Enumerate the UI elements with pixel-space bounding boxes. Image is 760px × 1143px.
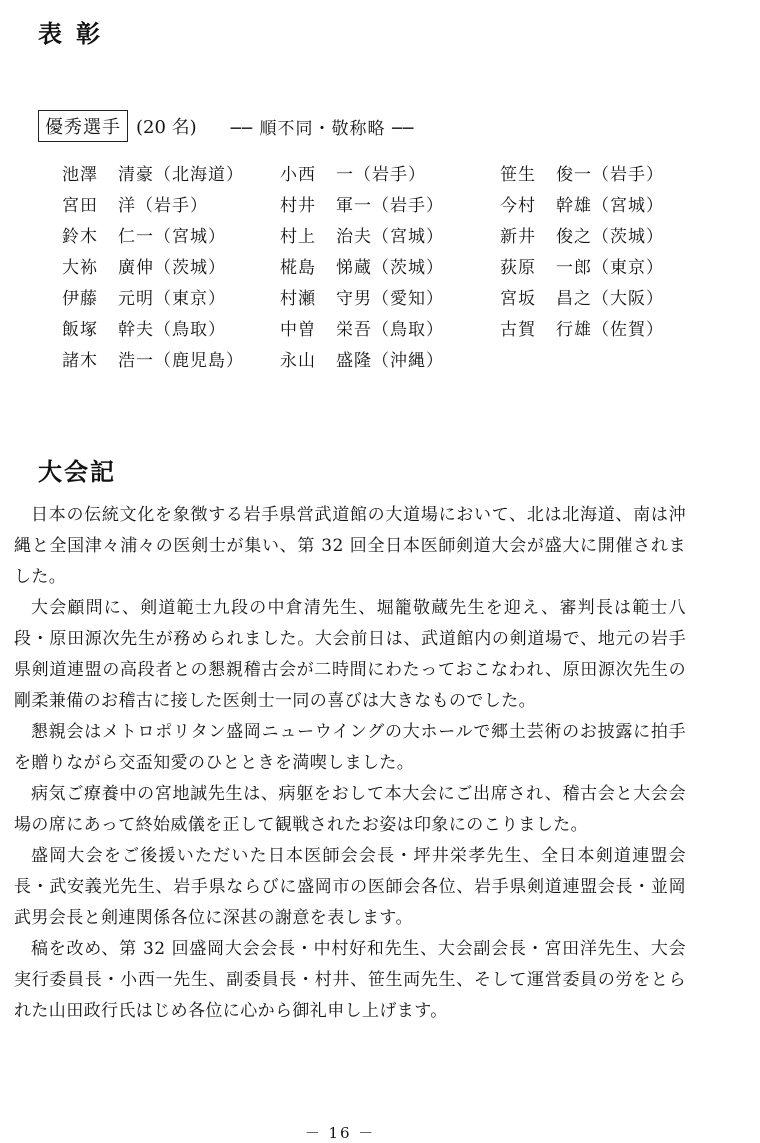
player-entry (500, 315, 700, 346)
player-given-name: 廣伸（茨城） (118, 258, 226, 278)
player-surname: 伊藤 (62, 289, 98, 309)
player-surname: 大袮 (62, 258, 98, 278)
player-surname: 小西 (280, 165, 316, 185)
player-given-name: 仁一（宮城） (118, 227, 226, 247)
player-surname: 中曽 (280, 320, 316, 340)
player-entry (62, 346, 280, 377)
player-surname: 村瀬 (280, 289, 316, 309)
player-entry (280, 346, 500, 377)
award-category-label: 優秀選手 (38, 110, 128, 142)
report-paragraph: 日本の伝統文化を象徴する岩手県営武道館の大道場において、北は北海道、南は沖縄と全国津々浦々の医剣士が集い、第 32 回全日本医師剣道大会が盛大に開催されました。 (14, 505, 686, 587)
player-given-name: 一（岩手） (336, 165, 426, 185)
report-paragraph: 稿を改め、第 32 回盛岡大会会長・中村好和先生、大会副会長・宮田洋先生、大会実行委員長・小西一先生、副委員長・村井、笹生両先生、そして運営委員の労をとられた山田政行氏はじめ各位に心から御礼申し上げます。 (14, 939, 686, 1021)
player-entry (62, 160, 280, 191)
player-surname: 宮田 (62, 196, 98, 216)
report-paragraph: 病気ご療養中の宮地誠先生は、病躯をおして本大会にご出席され、稽古会と大会会場の席にあって終始威儀を正して観戦されたお姿は印象にのこりました。 (14, 784, 686, 835)
report-body (14, 500, 686, 1027)
player-entry (280, 160, 500, 191)
player-given-name: 治夫（宮城） (336, 227, 444, 247)
player-given-name: 幹雄（宮城） (556, 196, 664, 216)
player-entry (280, 191, 500, 222)
player-surname: 今村 (500, 196, 536, 216)
player-surname: 村上 (280, 227, 316, 247)
player-surname: 池澤 (62, 165, 98, 185)
player-entry (62, 315, 280, 346)
player-surname: 村井 (280, 196, 316, 216)
player-surname: 飯塚 (62, 320, 98, 340)
player-entry (500, 253, 700, 284)
player-given-name: 栄吾（鳥取） (336, 320, 444, 340)
award-note: ── 順不同・敬称略 ── (230, 118, 415, 139)
player-entry (500, 284, 700, 315)
player-entry (62, 191, 280, 222)
player-surname: 宮坂 (500, 289, 536, 309)
player-entry (500, 191, 700, 222)
player-given-name: 幹夫（鳥取） (118, 320, 226, 340)
player-surname: 古賀 (500, 320, 536, 340)
player-surname: 永山 (280, 351, 316, 371)
player-entry (280, 284, 500, 315)
player-surname: 笹生 (500, 165, 536, 185)
player-list (62, 160, 702, 377)
player-given-name: 俊一（岩手） (556, 165, 664, 185)
report-paragraph: 盛岡大会をご後援いただいた日本医師会会長・坪井栄孝先生、全日本剣道連盟会長・武安義光先生、岩手県ならびに盛岡市の医師会各位、岩手県剣道連盟会長・並岡武男会長と剣連関係各位に深甚の謝意を表します。 (14, 846, 686, 928)
player-entry (62, 253, 280, 284)
player-entry (280, 222, 500, 253)
player-given-name: 俊之（茨城） (556, 227, 664, 247)
award-category-line (38, 110, 414, 142)
player-entry (280, 315, 500, 346)
player-entry (500, 222, 700, 253)
player-surname: 諸木 (62, 351, 98, 371)
player-surname: 鈴木 (62, 227, 98, 247)
player-given-name: 洋（岩手） (118, 196, 208, 216)
report-paragraph: 懇親会はメトロポリタン盛岡ニューウイングの大ホールで郷土芸術のお披露に拍手を贈りながら交盃知愛のひとときを満喫しました。 (14, 722, 686, 773)
player-given-name: 一郎（東京） (556, 258, 664, 278)
report-section-title: 大会記 (38, 458, 116, 486)
award-count: (20 名) (136, 117, 197, 138)
player-surname: 荻原 (500, 258, 536, 278)
player-given-name: 元明（東京） (118, 289, 226, 309)
report-paragraph: 大会顧問に、剣道範士九段の中倉清先生、堀籠敬蔵先生を迎え、審判長は範士八段・原田源次先生が務められました。大会前日は、武道館内の剣道場で、地元の岩手県剣道連盟の高段者との懇親稽古会が二時間にわたっておこなわれ、原田源次先生の剛柔兼備のお稽古に接した医剣士一同の喜びは大きなものでした。 (14, 598, 686, 711)
player-entry (62, 284, 280, 315)
award-section-title: 表彰 (38, 20, 114, 48)
player-given-name: 清豪（北海道） (118, 165, 244, 185)
player-entry (62, 222, 280, 253)
player-given-name: 盛隆（沖縄） (336, 351, 444, 371)
player-given-name: 悌蔵（茨城） (336, 258, 444, 278)
player-surname: 新井 (500, 227, 536, 247)
player-given-name: 昌之（大阪） (556, 289, 664, 309)
player-given-name: 行雄（佐賀） (556, 320, 664, 340)
player-given-name: 浩一（鹿児島） (118, 351, 244, 371)
player-entry (280, 253, 500, 284)
player-given-name: 軍一（岩手） (336, 196, 444, 216)
page-number: － 16 － (304, 1124, 376, 1142)
player-given-name: 守男（愛知） (336, 289, 444, 309)
player-entry (500, 160, 700, 191)
player-surname: 椛島 (280, 258, 316, 278)
